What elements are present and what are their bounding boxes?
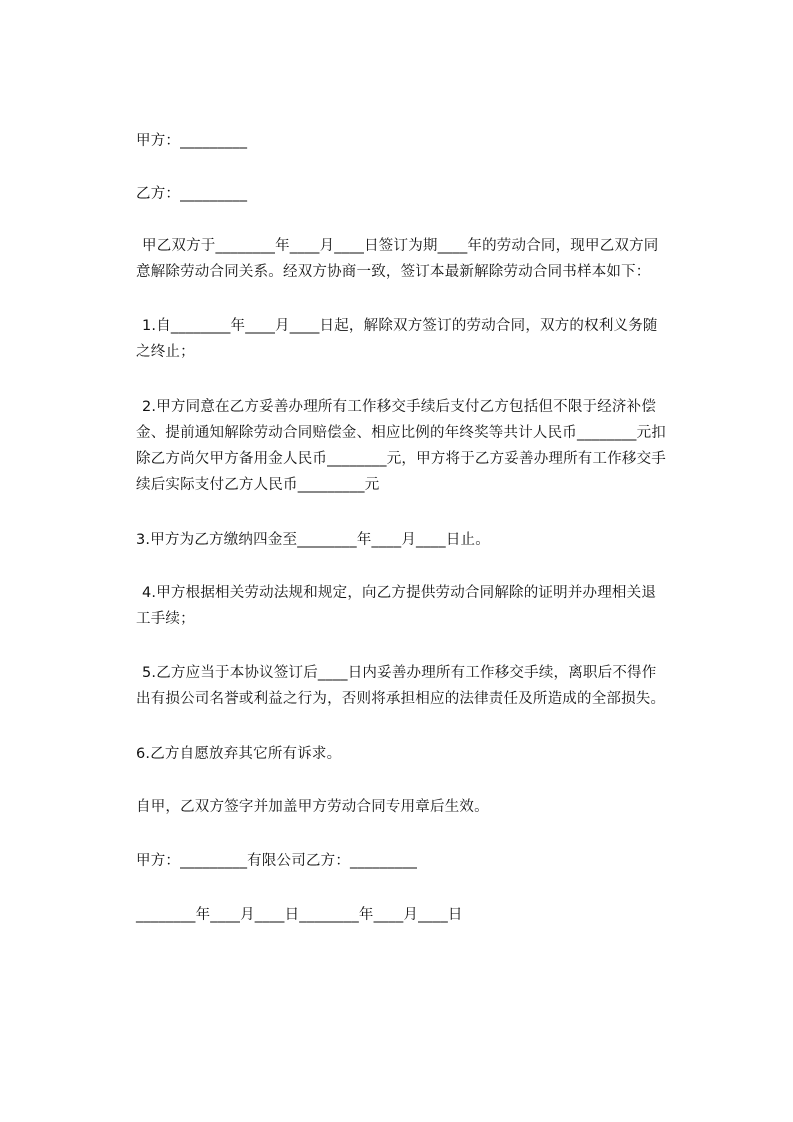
item-5-line-1: 5.乙方应当于本协议签订后____日内妥善办理所有工作移交手续，离职后不得作 — [142, 665, 657, 681]
item-2-line-2: 金、提前通知解除劳动合同赔偿金、相应比例的年终奖等共计人民币________元扣 — [136, 425, 666, 441]
item-2-line-3: 除乙方尚欠甲方备用金人民币________元，甲方将于乙方妥善办理所有工作移交手 — [136, 451, 666, 467]
intro-line-2: 意解除劳动合同关系。经双方协商一致，签订本最新解除劳动合同书样本如下： — [136, 264, 651, 280]
intro-line-1: 甲乙双方于________年____月____日签订为期____年的劳动合同，现甲乙双方同 — [142, 238, 659, 254]
date-line: ________年____月____日________年____月____日 — [136, 907, 463, 923]
item-2-line-1: 2.甲方同意在乙方妥善办理所有工作移交手续后支付乙方包括但不限于经济补偿 — [142, 399, 657, 415]
item-5-line-2: 出有损公司名誉或利益之行为，否则将承担相应的法律责任及所造成的全部损失。 — [136, 691, 666, 707]
item-1-line-1: 1.自________年____月____日起，解除双方签订的劳动合同，双方的权利义务随 — [142, 318, 658, 334]
item-3-line: 3.甲方为乙方缴纳四金至________年____月____日止。 — [136, 532, 490, 548]
item-4-line-2: 工手续； — [136, 611, 195, 627]
item-4-line-1: 4.甲方根据相关劳动法规和规定，向乙方提供劳动合同解除的证明并办理相关退 — [142, 585, 657, 601]
item-1-line-2: 之终止； — [136, 344, 195, 360]
effect-line: 自甲，乙双方签字并加盖甲方劳动合同专用章后生效。 — [136, 799, 489, 815]
signature-line: 甲方：_________有限公司乙方：_________ — [136, 853, 418, 869]
party-a-line: 甲方：_________ — [136, 133, 248, 149]
party-b-line: 乙方：_________ — [136, 186, 248, 202]
item-2-line-4: 续后实际支付乙方人民币_________元 — [136, 477, 380, 493]
item-6-line: 6.乙方自愿放弃其它所有诉求。 — [136, 746, 342, 762]
